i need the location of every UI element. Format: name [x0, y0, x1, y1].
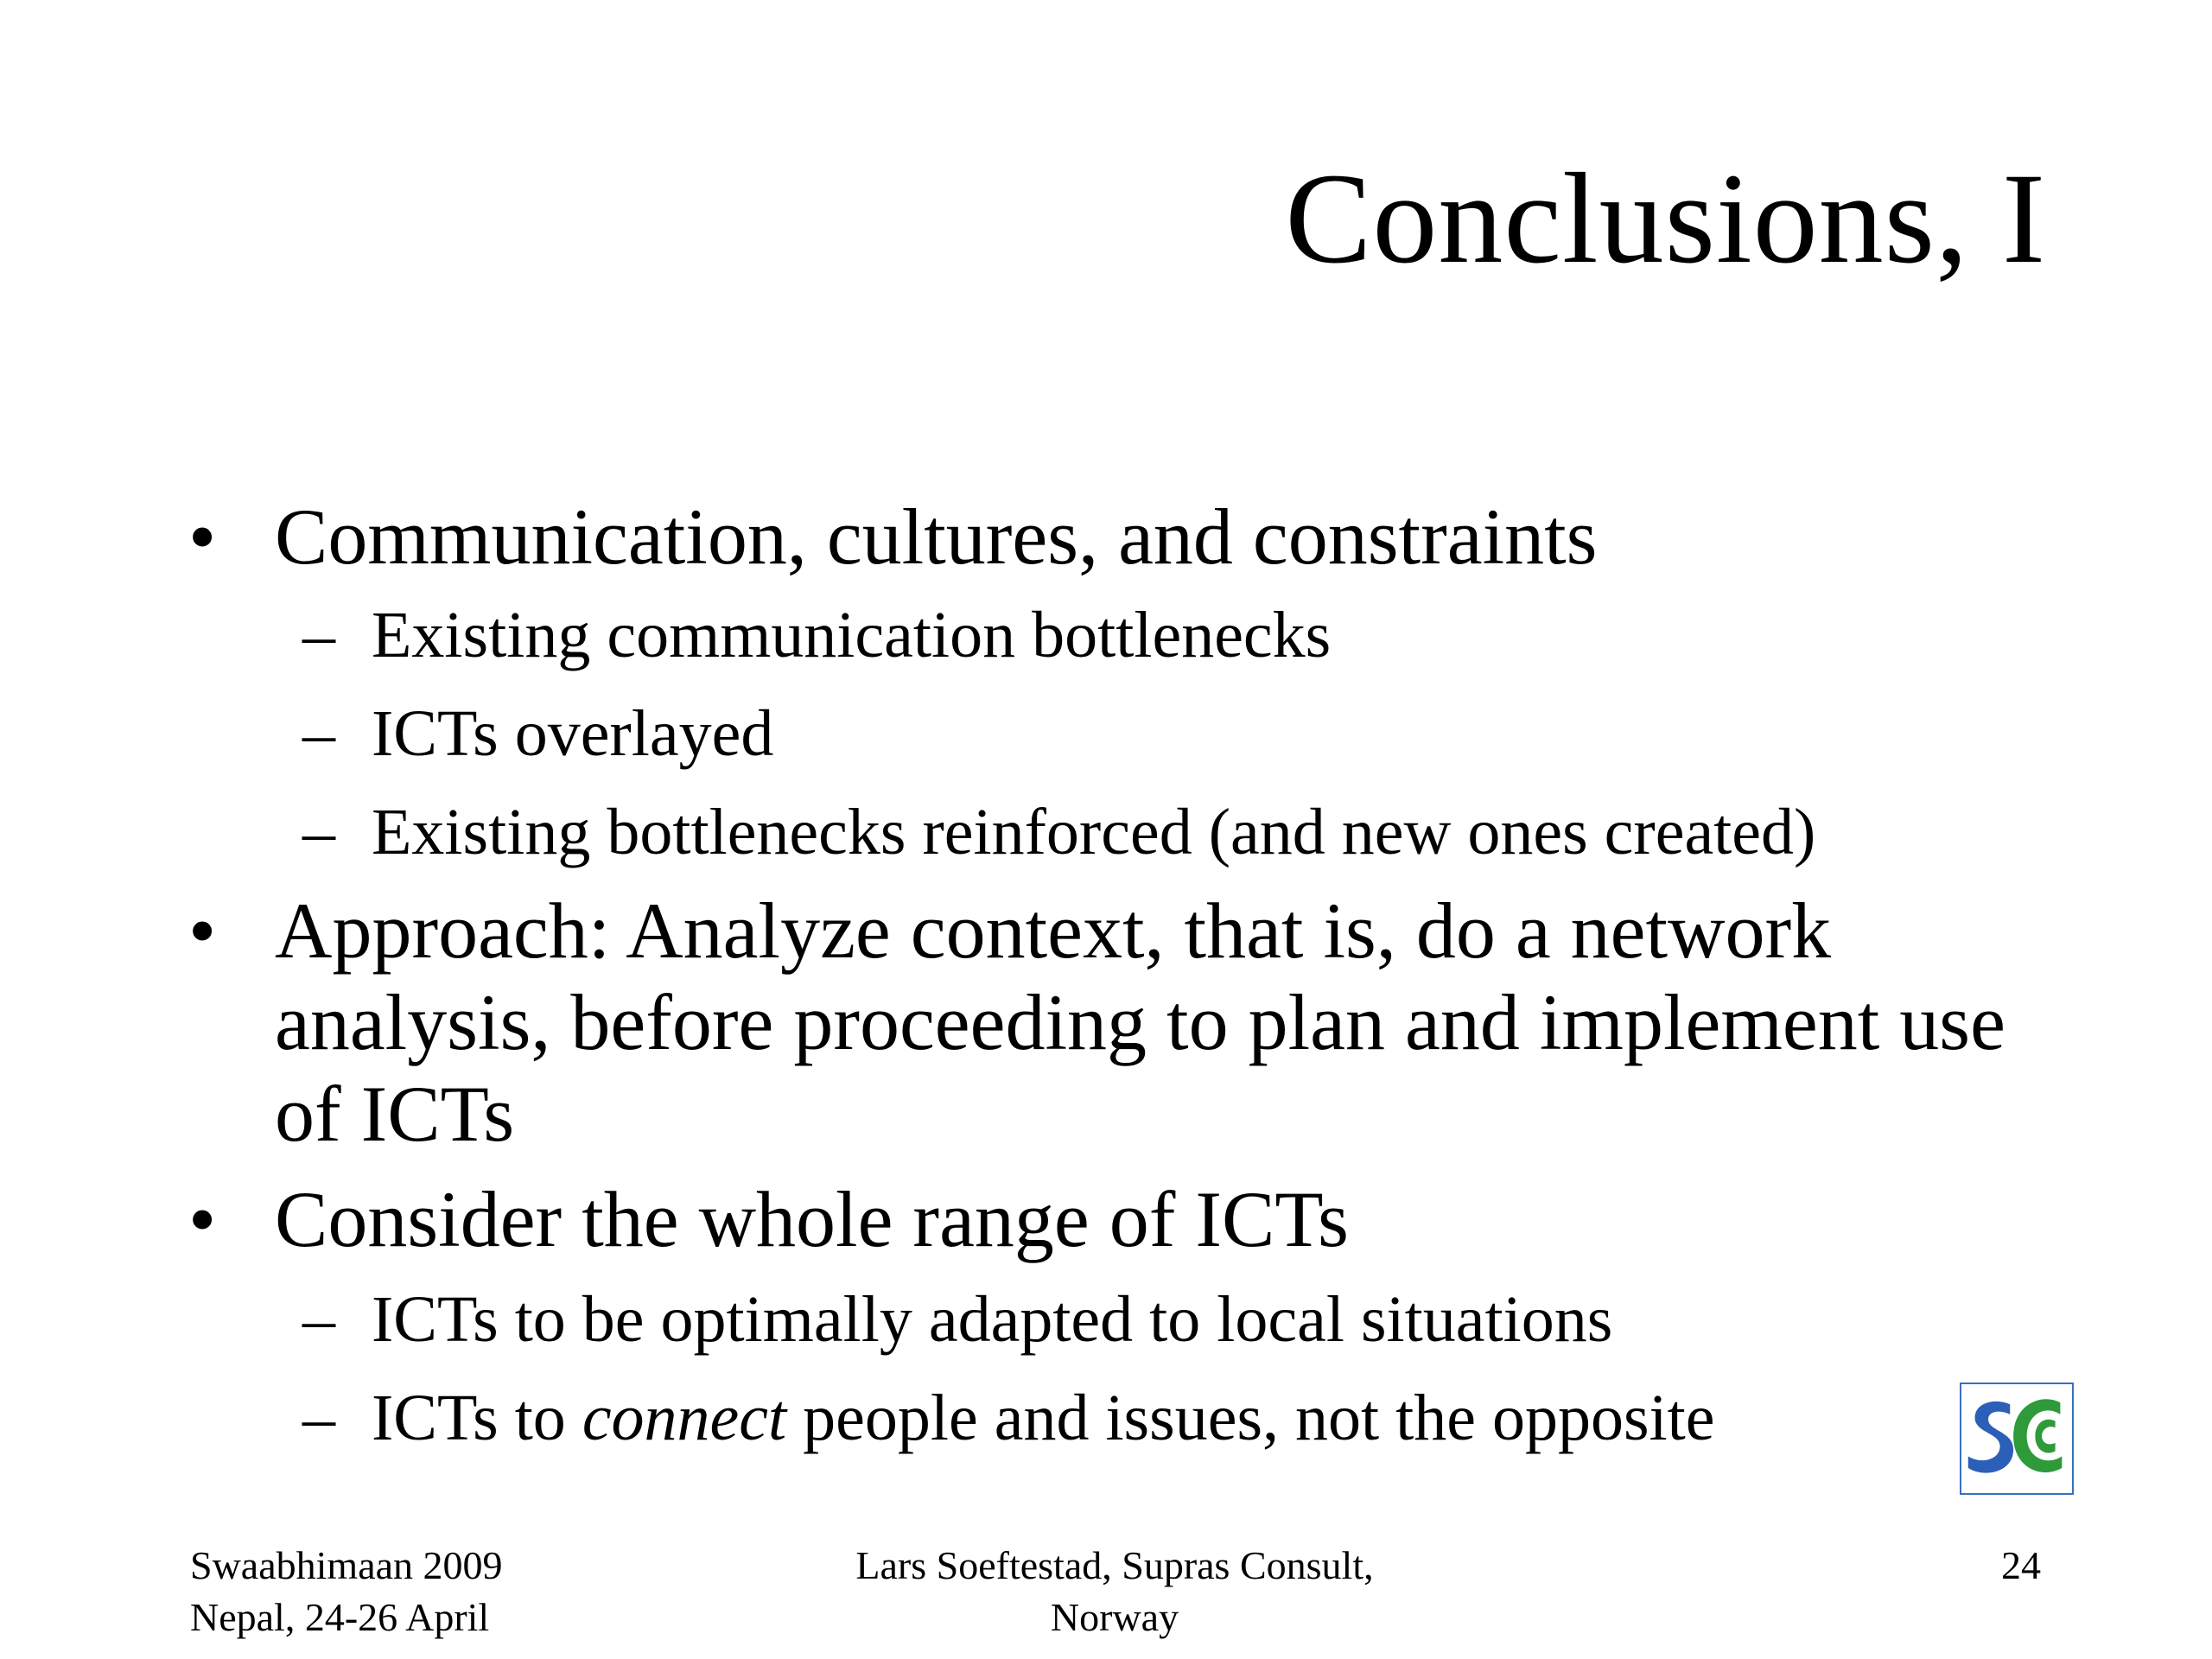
bullet-text: Approach: Analyze context, that is, do a network analysis, before proceeding to plan and implement use of ICTs — [275, 887, 2005, 1158]
footer-author-line1: Lars Soeftestad, Supras Consult, — [855, 1543, 1374, 1587]
bullet-text: Consider the whole range of ICTs — [275, 1175, 1349, 1263]
logo-c-inner-shape — [2035, 1420, 2055, 1453]
slide-title: Conclusions, I — [1285, 147, 2046, 290]
supras-consult-logo-icon — [1960, 1382, 2074, 1495]
sub-list — [188, 1270, 2089, 1467]
footer-author-line2: Norway — [1050, 1595, 1179, 1639]
sub-item-emphasis: connect — [582, 1382, 787, 1454]
sub-marker: – — [302, 1382, 335, 1454]
sub-item — [188, 684, 2089, 783]
sub-item-text: Existing communication bottlenecks — [372, 599, 1332, 671]
footer-event-line2: Nepal, 24-26 April — [190, 1595, 490, 1639]
sub-item — [188, 586, 2089, 684]
bullet-marker: • — [188, 887, 217, 975]
page-number: 24 — [2001, 1543, 2041, 1587]
sub-item-text: ICTs to be optimally adapted to local situations — [372, 1283, 1613, 1356]
sub-marker: – — [302, 1283, 335, 1356]
sub-marker: – — [302, 697, 335, 770]
sub-item — [188, 783, 2089, 881]
logo-s-shape — [1968, 1402, 2013, 1473]
sub-list — [188, 586, 2089, 881]
sub-item-text: ICTs overlayed — [372, 697, 774, 770]
sub-item — [188, 1369, 2089, 1467]
bullet-text: Communication, cultures, and constraints — [275, 493, 1598, 581]
sub-marker: – — [302, 796, 335, 868]
footer-event — [190, 1540, 503, 1643]
bullet-item — [188, 1173, 2089, 1265]
footer-author — [812, 1540, 1417, 1643]
slide-body — [188, 491, 2089, 1467]
bullet-item — [188, 885, 2089, 1160]
sub-item-text-after: people and issues, not the opposite — [786, 1382, 1715, 1454]
sub-item-text-before: ICTs to — [372, 1382, 582, 1454]
sub-marker: – — [302, 599, 335, 671]
sub-item — [188, 1270, 2089, 1369]
bullet-item — [188, 491, 2089, 582]
footer-event-line1: Swaabhimaan 2009 — [190, 1543, 503, 1587]
bullet-marker: • — [188, 493, 217, 581]
bullet-marker: • — [188, 1175, 217, 1263]
sub-item-text: Existing bottlenecks reinforced (and new ones created) — [372, 796, 1816, 868]
